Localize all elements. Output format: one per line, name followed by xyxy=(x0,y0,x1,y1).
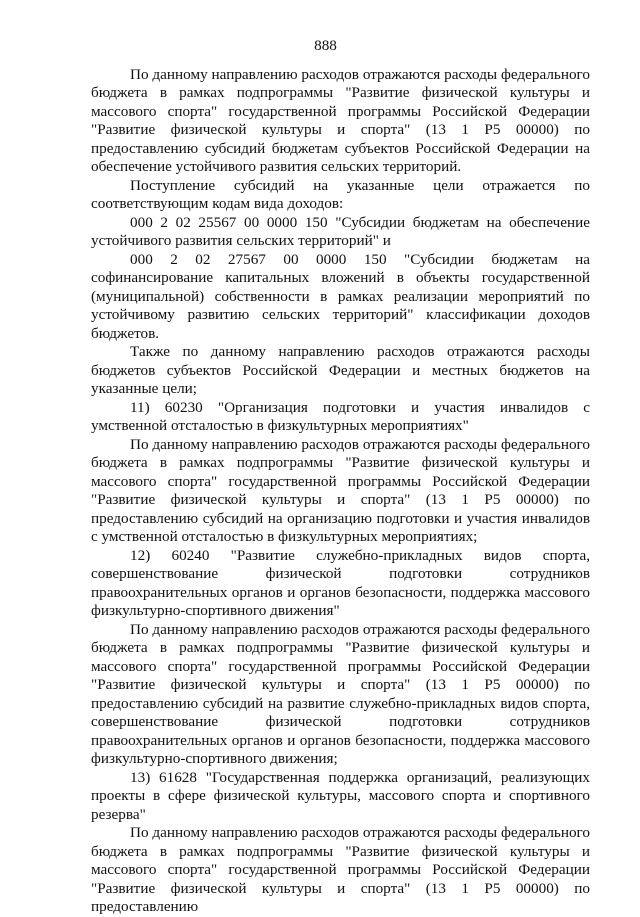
paragraph: По данному направлению расходов отражаются расходы федерального бюджета в рамках подпрограммы "Развитие физической культуры и массового спорта" государственной программы Российской Федерации "Развитие физической культуры и спорта" (13 1 Р5 00000) по предоставлению субсидий на развитие служебно-прикладных видов спорта, совершенствование физической подготовки сотрудников правоохранительных органов и органов безопасности, поддержка массового физкультурно-спортивного движения; xyxy=(91,620,590,767)
paragraph: По данному направлению расходов отражаются расходы федерального бюджета в рамках подпрограммы "Развитие физической культуры и массового спорта" государственной программы Российской Федерации "Развитие физической культуры и спорта" (13 1 Р5 00000) по предоставлению субсидий на организацию подготовки и участия инвалидов с умственной отсталостью в физкультурных мероприятиях; xyxy=(91,435,590,545)
paragraph: 000 2 02 25567 00 0000 150 "Субсидии бюджетам на обеспечение устойчивого развития сельских территорий" и xyxy=(91,213,590,249)
page-number: 888 xyxy=(314,37,337,54)
paragraph: Также по данному направлению расходов отражаются расходы бюджетов субъектов Российской Федерации и местных бюджетов на указанные цели; xyxy=(91,343,590,397)
paragraph: 000 2 02 27567 00 0000 150 "Субсидии бюджетам на софинансирование капитальных вложений в объекты государственной (муниципальной) собственности в рамках реализации мероприятий по устойчивому развитию сельских территорий" классификации доходов бюджетов. xyxy=(91,250,590,342)
list-item-heading: 12) 60240 "Развитие служебно-прикладных видов спорта, совершенствование физической подготовки сотрудников правоохранительных органов и органов безопасности, поддержка массового физкультурно-спортивного движения" xyxy=(91,546,590,619)
paragraph: Поступление субсидий на указанные цели отражается по соответствующим кодам вида доходов: xyxy=(91,176,590,212)
list-item-heading: 13) 61628 "Государственная поддержка организаций, реализующих проекты в сфере физической культуры, массового спорта и спортивного резерва" xyxy=(91,768,590,823)
list-item-heading: 11) 60230 "Организация подготовки и участия инвалидов с умственной отсталостью в физкультурных мероприятиях" xyxy=(91,398,590,434)
paragraph: По данному направлению расходов отражаются расходы федерального бюджета в рамках подпрограммы "Развитие физической культуры и массового спорта" государственной программы Российской Федерации "Развитие физической культуры и спорта" (13 1 Р5 00000) по предоставлению xyxy=(91,824,590,915)
paragraph: По данному направлению расходов отражаются расходы федерального бюджета в рамках подпрограммы "Развитие физической культуры и массового спорта" государственной программы Российской Федерации "Развитие физической культуры и спорта" (13 1 Р5 00000) по предоставлению субсидий бюджетам субъектов Российской Федерации на обеспечение устойчивого развития сельских территорий. xyxy=(91,65,590,175)
